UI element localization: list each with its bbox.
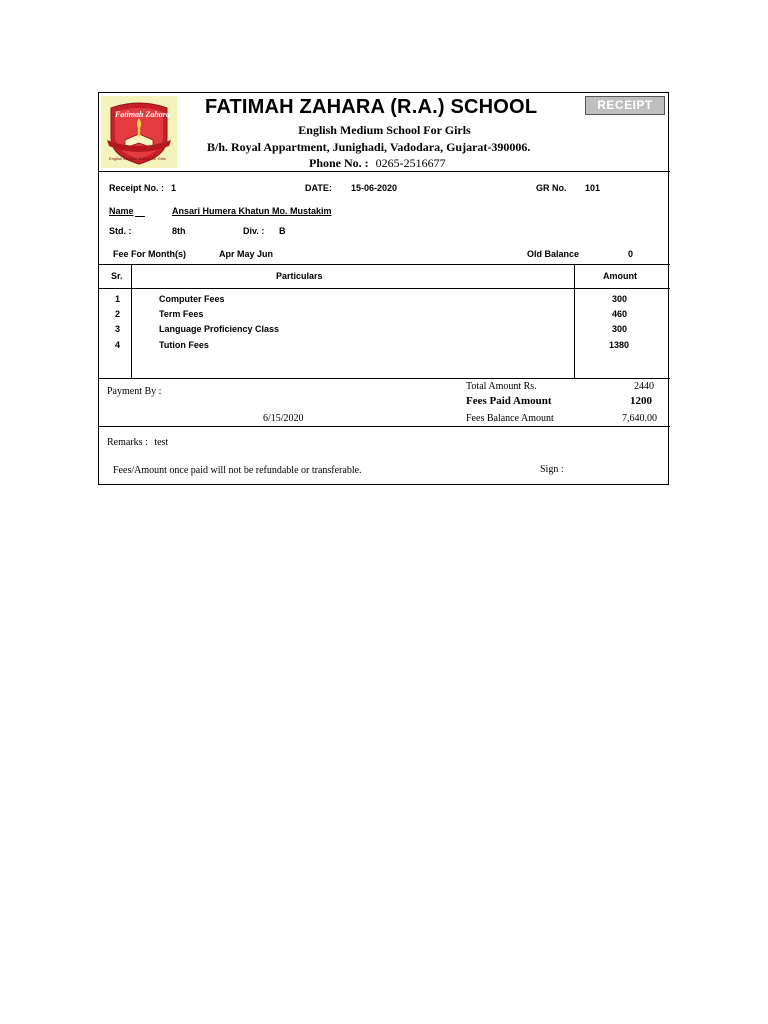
- fees-paid-label: Fees Paid Amount: [466, 395, 552, 407]
- div-value: B: [279, 226, 286, 236]
- table-col-divider: [131, 264, 132, 378]
- row-particular: Language Proficiency Class: [159, 324, 280, 334]
- gr-no-label: GR No.: [536, 183, 567, 193]
- row-particular: Tution Fees: [159, 340, 209, 350]
- old-balance-value: 0: [628, 249, 634, 259]
- remarks: [107, 437, 168, 448]
- name-label: Name: [109, 206, 134, 216]
- logo-text: Fatimah Zahara: [115, 110, 170, 119]
- total-amount-label: Total Amount Rs.: [466, 381, 537, 392]
- remarks-value: test: [154, 437, 169, 448]
- payment-date: 6/15/2020: [263, 413, 304, 424]
- row-sr: 1: [115, 294, 121, 304]
- table-col-divider: [574, 264, 575, 378]
- balance-value: 7,640.00: [622, 413, 657, 424]
- phone-label: Phone No. :: [309, 156, 369, 170]
- receipt-badge: RECEIPT: [585, 96, 665, 115]
- col-particulars-header: Particulars: [276, 271, 323, 281]
- total-amount-value: 2440: [634, 381, 654, 392]
- divider: [99, 171, 670, 172]
- fees-paid-value: 1200: [630, 395, 652, 407]
- row-amount: 300: [612, 294, 628, 304]
- date-label: DATE:: [305, 183, 332, 193]
- row-amount: 1380: [609, 340, 630, 350]
- sign-label: Sign :: [540, 464, 564, 475]
- school-phone: [309, 156, 446, 171]
- logo-tagline: English Medium School for Girls: [109, 156, 166, 161]
- fee-receipt: [98, 92, 669, 485]
- row-sr: 4: [115, 340, 121, 350]
- remarks-label: Remarks :: [107, 437, 148, 448]
- divider: [99, 426, 670, 427]
- row-sr: 3: [115, 324, 121, 334]
- phone-value: 0265-2516677: [375, 156, 446, 170]
- table-header-border: [99, 288, 670, 289]
- receipt-no-label: Receipt No. :: [109, 183, 165, 193]
- row-amount: 300: [612, 324, 628, 334]
- row-sr: 2: [115, 309, 121, 319]
- table-bottom-border: [99, 378, 670, 379]
- gr-no-value: 101: [585, 183, 601, 193]
- payment-by-label: Payment By :: [107, 386, 162, 397]
- col-amount-header: Amount: [603, 271, 637, 281]
- row-particular: Computer Fees: [159, 294, 225, 304]
- receipt-no-value: 1: [171, 183, 177, 193]
- row-amount: 460: [612, 309, 628, 319]
- student-name: Ansari Humera Khatun Mo. Mustakim: [172, 206, 332, 216]
- col-sr-header: Sr.: [111, 271, 123, 281]
- school-subtitle: English Medium School For Girls: [298, 123, 471, 137]
- div-label: Div. :: [243, 226, 265, 236]
- date-value: 15-06-2020: [351, 183, 398, 193]
- school-address: B/h. Royal Appartment, Junighadi, Vadodara, Gujarat-390006.: [207, 140, 531, 154]
- balance-label: Fees Balance Amount: [466, 413, 554, 424]
- fee-month-value: Apr May Jun: [219, 249, 274, 259]
- std-value: 8th: [172, 226, 186, 236]
- old-balance-label: Old Balance: [527, 249, 580, 259]
- fee-month-label: Fee For Month(s): [113, 249, 186, 259]
- row-particular: Term Fees: [159, 309, 204, 319]
- std-label: Std. :: [109, 226, 132, 236]
- refund-note: Fees/Amount once paid will not be refundable or transferable.: [113, 465, 362, 476]
- school-name: FATIMAH ZAHARA (R.A.) SCHOOL: [205, 96, 538, 118]
- table-top-border: [99, 264, 670, 265]
- name-label-rule: [135, 216, 145, 217]
